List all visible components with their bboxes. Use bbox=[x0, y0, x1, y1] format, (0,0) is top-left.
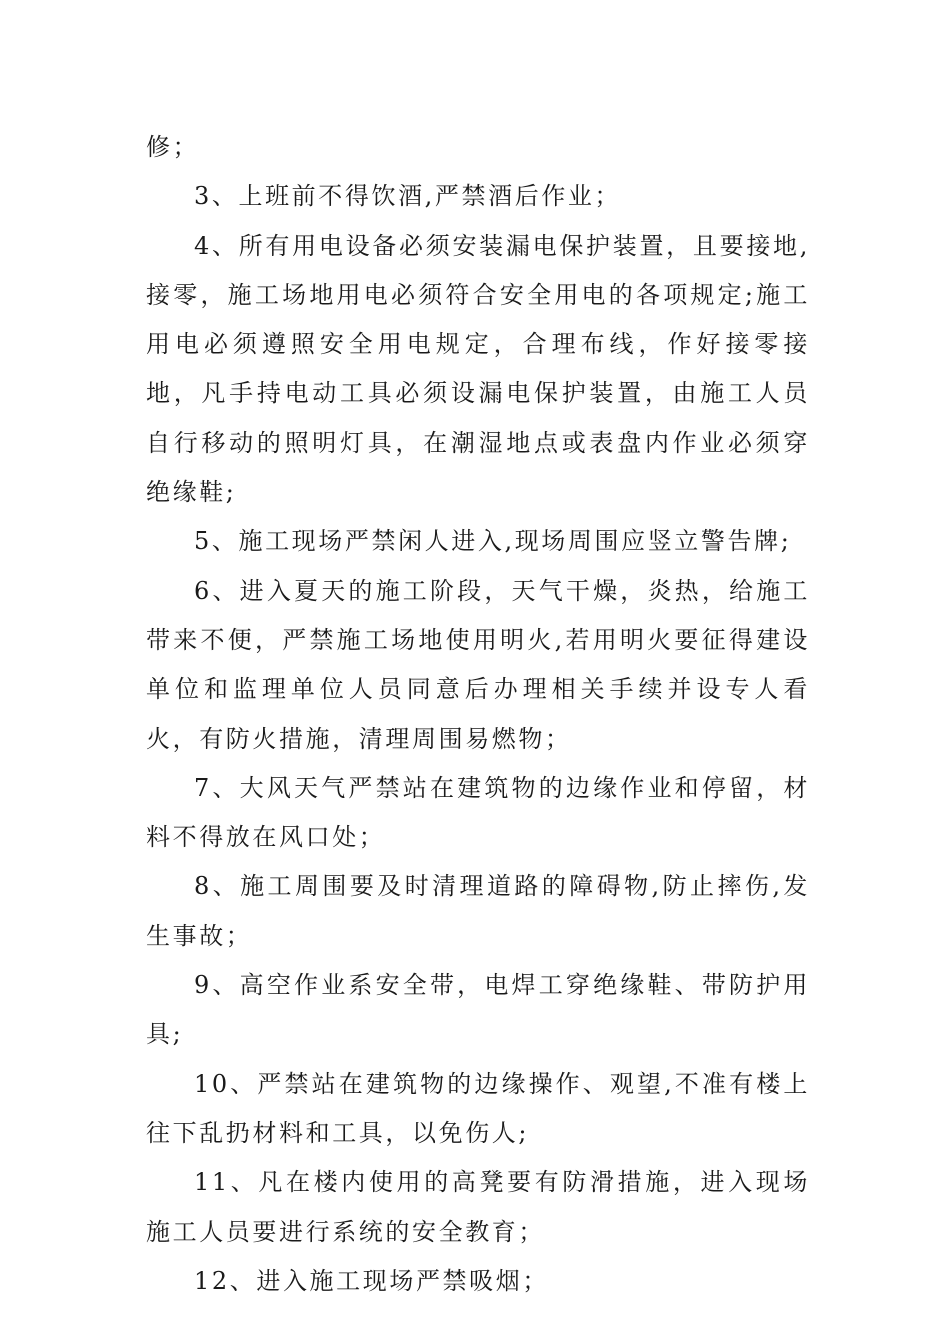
paragraph-continuation: 修； bbox=[146, 133, 200, 161]
paragraph-item-10: 10、严禁站在建筑物的边缘操作、观望,不准有楼上往下乱扔材料和工具，以免伤人; bbox=[146, 1069, 810, 1147]
paragraph-item-11: 11、凡在楼内使用的高凳要有防滑措施，进入现场施工人员要进行系统的安全教育； bbox=[146, 1168, 810, 1246]
paragraph-item-4: 4、所有用电设备必须安装漏电保护装置，且要接地,接零，施工场地用电必须符合安全用电的各项规定;施工用电必须遵照安全用电规定，合理布线，作好接零接地，凡手持电动工具必须设漏电保护装置，由施工人员自行移动的照明灯具，在潮湿地点或表盘内作业必须穿绝缘鞋; bbox=[146, 231, 810, 507]
document-body bbox=[146, 123, 810, 1306]
paragraph-item-6: 6、进入夏天的施工阶段，天气干燥，炎热，给施工带来不便，严禁施工场地使用明火,若用明火要征得建设单位和监理单位人员同意后办理相关手续并设专人看火，有防火措施，清理周围易燃物； bbox=[146, 576, 810, 753]
paragraph-item-3: 3、上班前不得饮酒,严禁酒后作业； bbox=[194, 182, 622, 211]
paragraph-item-12: 12、进入施工现场严禁吸烟； bbox=[194, 1266, 549, 1295]
paragraph-item-7: 7、大风天气严禁站在建筑物的边缘作业和停留，材料不得放在风口处； bbox=[146, 773, 810, 852]
paragraph-item-5: 5、施工现场严禁闲人进入,现场周围应竖立警告牌; bbox=[194, 527, 792, 556]
paragraph-item-9: 9、高空作业系安全带，电焊工穿绝缘鞋、带防护用具; bbox=[146, 971, 810, 1049]
paragraph-item-8: 8、施工周围要及时清理道路的障碍物,防止摔伤,发生事故； bbox=[146, 872, 810, 950]
